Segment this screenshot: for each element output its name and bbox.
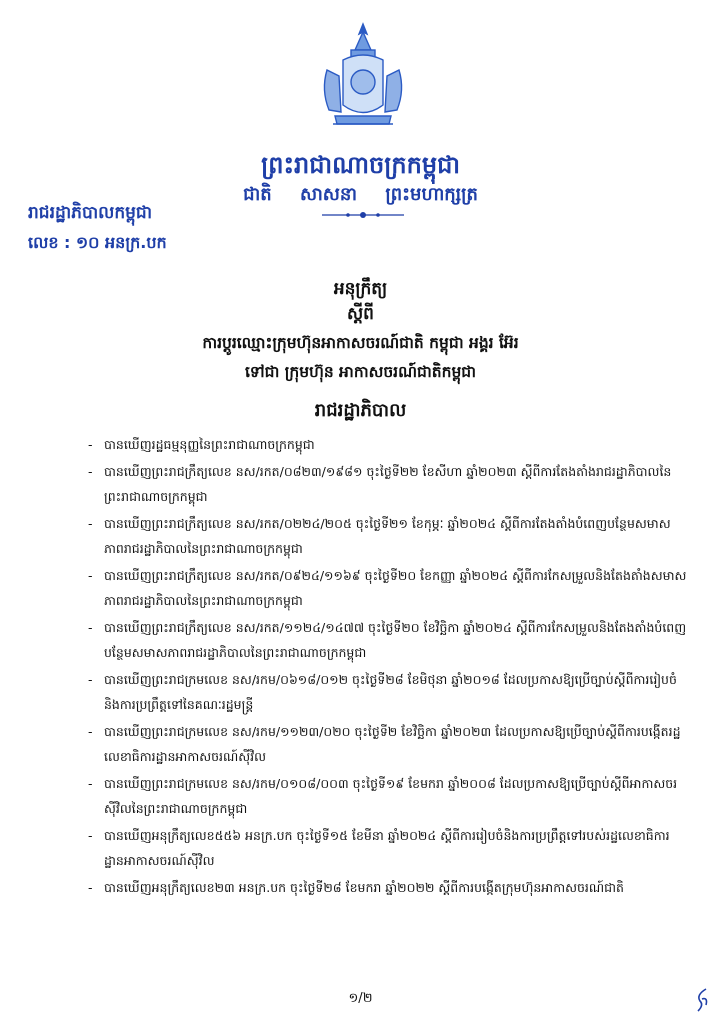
list-item: - បានឃើញព្រះរាជក្រមលេខ នស/រកម/១១២៣/០២០ ចុះថ្ងៃទី២ ខែវិច្ឆិកា ឆ្នាំ២០២៣ ដែលប្រកាសឱ្យប្រើច្បាប់ស្តីពីការបង្កើតរដ្ឋលេខាធិការដ្ឋានអាកាសចរណ៍ស៊ីវិល — [88, 724, 681, 764]
list-item: - បានឃើញព្រះរាជក្រឹត្យលេខ នស/រកត/០៩២៤/១១៦៩ ចុះថ្ងៃទី២០ ខែកញ្ញា ឆ្នាំ២០២៤ ស្តីពីការកែសម្រួលនិងតែងតាំងសមាសភាពរាជរដ្ឋាភិបាលនៃព្រះរាជាណាចក្រកម្ពុជា — [88, 568, 687, 608]
title-on: ស្តីពី — [347, 304, 374, 324]
document-type: អនុក្រឹត្យ — [333, 279, 388, 299]
royal-emblem-icon — [313, 20, 413, 140]
subject-line-2: ទៅជា ក្រុមហ៊ុន អាកាសចរណ៍ជាតិកម្ពុជា — [244, 363, 477, 381]
kingdom-name: ព្រះរាជាណាចក្រកម្ពុជា — [261, 151, 460, 179]
list-item: - បានឃើញអនុក្រឹត្យលេខ២៣ អនក្រ.បក ចុះថ្ងៃទី២៨ ខែមករា ឆ្នាំ២០២២ ស្តីពីការបង្កើតក្រុមហ៊ុនអាកាសចរណ៍ជាតិ — [88, 880, 624, 895]
list-item: - បានឃើញព្រះរាជក្រឹត្យលេខ នស/រកត/០២២៤/២០៥ ចុះថ្ងៃទី២១ ខែកុម្ភៈ ឆ្នាំ២០២៤ ស្តីពីការតែងតាំងបំពេញបន្ថែមសមាសភាពរាជរដ្ឋាភិបាលនៃព្រះរាជាណាចក្រកម្ពុជា — [88, 516, 671, 556]
ornament-divider-icon — [318, 210, 408, 220]
handwritten-initial-icon — [690, 985, 714, 1015]
list-item: - បានឃើញអនុក្រឹត្យលេខ៥៥៦ អនក្រ.បក ចុះថ្ងៃទី១៥ ខែមីនា ឆ្នាំ២០២៤ ស្តីពីការរៀបចំនិងការប្រព្រឹត្តទៅរបស់រដ្ឋលេខាធិការដ្ឋានអាកាសចរណ៍ស៊ីវិល — [88, 828, 670, 868]
government-name: រាជរដ្ឋាភិបាលកម្ពុជា — [28, 203, 153, 223]
page-number: ១/២ — [348, 991, 373, 1006]
subject-line-1: ការប្តូរឈ្មោះក្រុមហ៊ុនអាកាសចរណ៍ជាតិ កម្ពុជា អង្គរ អ៊ែរ — [202, 334, 519, 352]
document-number: លេខ : ១០ អនក្រ.បក — [28, 233, 167, 252]
list-item: - បានឃើញរដ្ឋធម្មនុញ្ញនៃព្រះរាជាណាចក្រកម្ពុជា — [88, 437, 315, 452]
list-item: - បានឃើញព្រះរាជក្រមលេខ នស/រកម/០៦១៨/០១២ ចុះថ្ងៃទី២៨ ខែមិថុនា ឆ្នាំ២០១៨ ដែលប្រកាសឱ្យប្រើច្បាប់ស្តីពីការរៀបចំនិងការប្រព្រឹត្តទៅនៃគណៈរដ្ឋមន្ត្រី — [88, 672, 677, 712]
list-item: - បានឃើញព្រះរាជក្រឹត្យលេខ នស/រកត/១១២៤/១៤៧៧ ចុះថ្ងៃទី២០ ខែវិច្ឆិកា ឆ្នាំ២០២៤ ស្តីពីការកែសម្រួលនិងតែងតាំងបំពេញបន្ថែមសមាសភាពរាជរដ្ឋាភិបាលនៃព្រះរាជាណាចក្រកម្ពុជា — [88, 620, 687, 660]
national-motto: ជាតិ សាសនា ព្រះមហាក្សត្រ — [243, 184, 478, 205]
list-item: - បានឃើញព្រះរាជក្រមលេខ នស/រកម/០១០៨/០០៣ ចុះថ្ងៃទី១៩ ខែមករា ឆ្នាំ២០០៨ ដែលប្រកាសឱ្យប្រើច្បាប់ស្តីពីអាកាសចរស៊ីវិលនៃព្រះរាជាណាចក្រកម្ពុជា — [88, 776, 678, 816]
list-item: - បានឃើញព្រះរាជក្រឹត្យលេខ នស/រកត/០៨២៣/១៩៨១ ចុះថ្ងៃទី២២ ខែសីហា ឆ្នាំ២០២៣ ស្តីពីការតែងតាំងរាជរដ្ឋាភិបាលនៃព្រះរាជាណាចក្រកម្ពុជា — [88, 464, 672, 504]
visa-list — [88, 432, 688, 902]
issuer: រាជរដ្ឋាភិបាល — [314, 400, 407, 421]
